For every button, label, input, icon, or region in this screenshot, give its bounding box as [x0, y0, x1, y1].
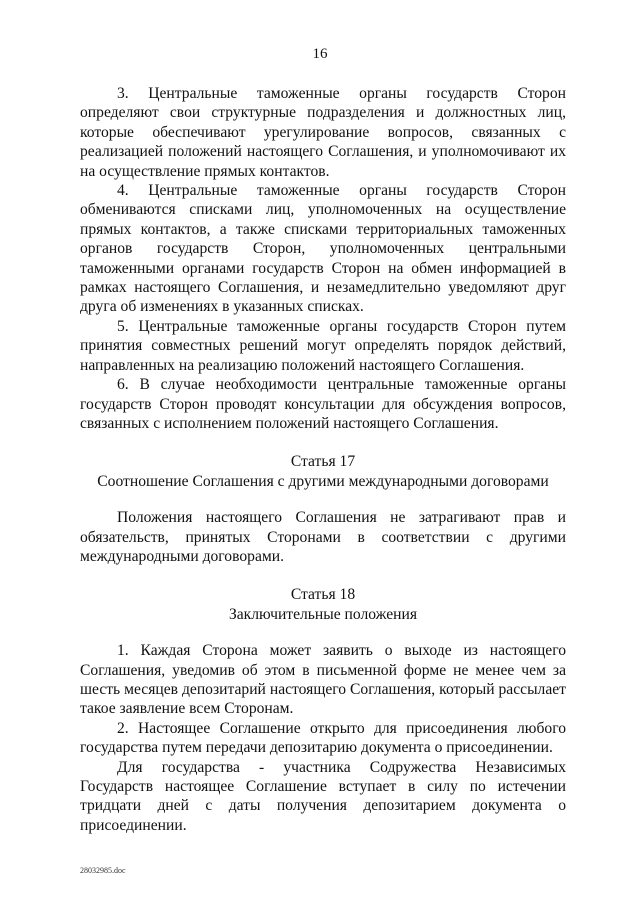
article-17-paragraph: Положения настоящего Соглашения не затрагивают прав и обязательств, принятых Сторонами в соответствии с другими международными договорами. [80, 509, 566, 565]
article-18-paragraph-3: Для государства - участника Содружества Независимых Государств настоящее Соглашение вступает в силу по истечении тридцати дней с даты получения депозитарием документа о присоединении. [80, 758, 566, 834]
spacer [80, 491, 566, 508]
article-18-paragraph-1: 1. Каждая Сторона может заявить о выходе из настоящего Соглашения, уведомив об этом в письменной форме не менее чем за шесть месяцев депозитарий настоящего Соглашения, который рассылает такое заявление всем Сторонам. [80, 642, 566, 718]
paragraph-5: 5. Центральные таможенные органы государств Сторон путем принятия совместных решений могут определять порядок действий, направленных на реализацию положений настоящего Соглашения. [80, 317, 566, 374]
paragraph-6: 6. В случае необходимости центральные таможенные органы государств Сторон проводят консультации для обсуждения вопросов, связанных с исполнением положений настоящего Соглашения. [80, 376, 566, 432]
paragraph-4: 4. Центральные таможенные органы государств Сторон обмениваются списками лиц, уполномоченных на осуществление прямых контактов, а также списками территориальных таможенных органов государств Сторон, уполномоченных центральными таможенными органами государств Сторон на обмен информацией в рамках настоящего Соглашения, и незамедлительно уведомляют друг друга об изменениях в указанных списках. [80, 182, 566, 316]
article-18-paragraph-2: 2. Настоящее Соглашение открыто для присоединения любого государства путем передачи депозитарию документа о присоединении. [80, 719, 566, 757]
article-18-title: Заключительные положения [228, 605, 418, 623]
spacer [80, 566, 566, 585]
spacer [80, 433, 566, 452]
article-17-number: Статья 17 [290, 453, 356, 471]
article-17-title: Соотношение Соглашения с другими международными договорами [97, 472, 549, 490]
spacer [80, 624, 566, 641]
footer-file-name: 28032985.doc [80, 866, 126, 875]
page-number: 16 [312, 46, 328, 62]
document-body [80, 84, 566, 835]
paragraph-3: 3. Центральные таможенные органы государств Сторон определяют свои структурные подразделения и должностных лиц, которые обеспечивают урегулирование вопросов, связанных с реализацией положений настоящего Соглашения, и уполномочивают их на осуществление прямых контактов. [80, 85, 566, 180]
article-18-number: Статья 18 [290, 586, 356, 604]
